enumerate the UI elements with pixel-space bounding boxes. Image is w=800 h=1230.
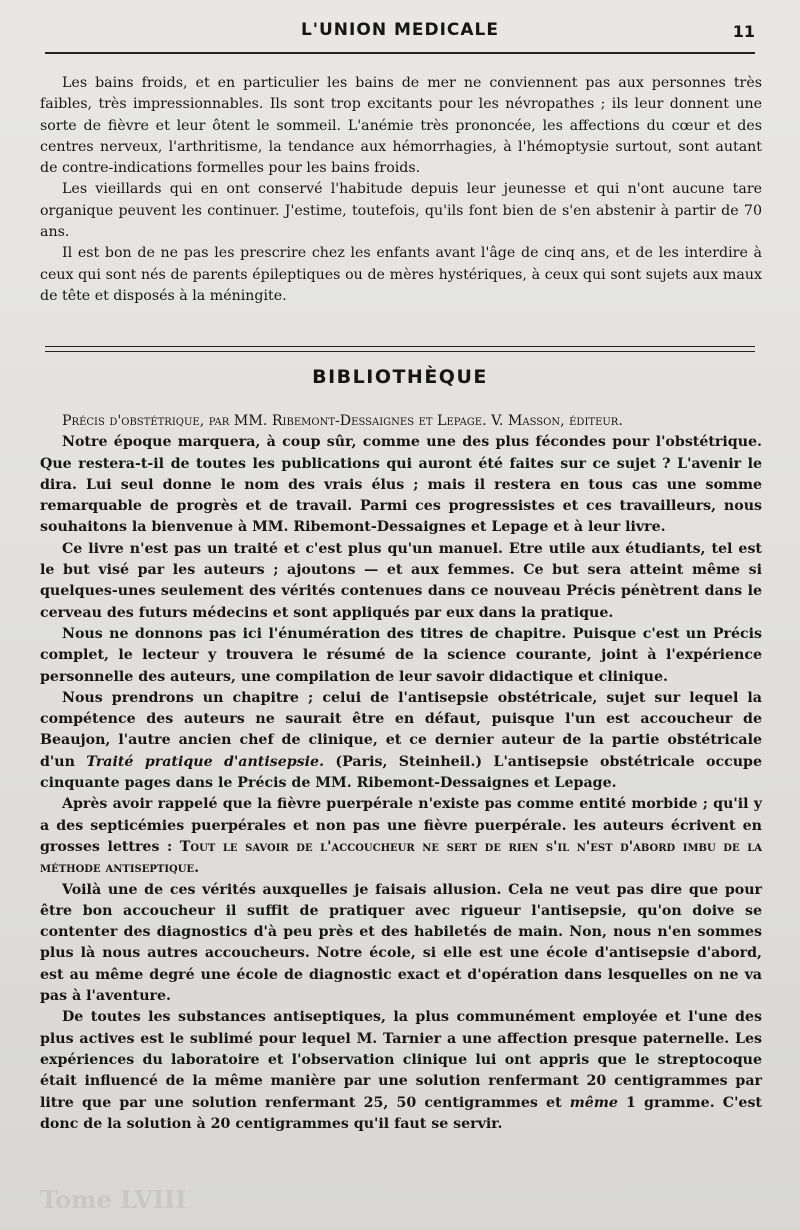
- text-run: Nous prendrons un chapitre ; celui de l'antisepsie obstétricale, sujet sur lequel la compétence des auteurs ne saurait être en défaut, puisque l'un est accoucheur de Beaujon, l'autre ancien chef de clinique, et ce dernier auteur de la partie obstétricale d'un: [40, 689, 762, 770]
- text-run: De toutes les substances antiseptiques, la plus communément employée et l'une des plus actives est le sublimé pour lequel M. Tarnier a une affection presque paternelle. Les expériences du laboratoire et l'observation clinique lui ont appris que le streptocoque était influencé de la même manière par une solution renfermant 20 centigrammes par litre que par une solution renfermant 25, 50 centigrammes et: [40, 1009, 762, 1111]
- paragraph: Notre époque marquera, à coup sûr, comme une des plus fécondes pour l'obstétrique. Que restera-t-il de toutes les publications qui auront été faites sur ce sujet ? L'avenir le dira. Lui seul donne le nom des vrais élus ; mais il restera en tous cas une somme remarquable de progrès et de travail. Parmi ces progressistes et ces travailleurs, nous souhaitons la bienvenue à MM. Ribemont-Dessaignes et Lepage et à leur livre.: [40, 434, 762, 536]
- paragraph: Voilà une de ces vérités auxquelles je faisais allusion. Cela ne veut pas dire que pour être bon accoucheur il suffit de pratiquer avec rigueur l'antisepsie, qu'on doive se contenter des diagnostics d'à peu près et des habiletés de main. Non, nous n'en sommes plus là nous autres accoucheurs. Notre école, si elle est une école d'antisepsie d'abord, est au même degré une école de diagnostic exact et d'opération dans lesquelles on ne va pas à l'aventure.: [40, 881, 762, 1005]
- book-citation: Précis d'obstétrique, par MM. Ribemont-Dessaignes et Lepage. V. Masson, éditeur.: [62, 413, 623, 429]
- paragraph: [40, 1007, 762, 1135]
- section-divider: [45, 346, 755, 352]
- paragraph: Nous ne donnons pas ici l'énumération des titres de chapitre. Puisque c'est un Précis complet, le lecteur y trouvera le résumé de la science courante, joint à l'expérience personnelle des auteurs, une compilation de leur savoir didactique et clinique.: [40, 625, 762, 685]
- paragraph: [40, 794, 762, 879]
- page-header: [45, 18, 755, 48]
- page-number: 11: [732, 22, 755, 41]
- emphasized-quote: Tout le savoir de l'accoucheur ne sert de rien s'il n'est d'abord imbu de la méthode antiseptique.: [40, 838, 762, 877]
- paragraph: Les vieillards qui en ont conservé l'habitude depuis leur jeunesse et qui n'ont aucune tare organique peuvent les continuer. J'estime, toutefois, qu'ils font bien de s'en abstenir à partir de 70 ans.: [40, 181, 762, 241]
- emphasis: même: [569, 1094, 618, 1111]
- paragraph: [40, 688, 762, 794]
- text-run: (Paris, Steinheil.) L'antisepsie obstétricale occupe cinquante pages dans le Précis de MM. Ribemont-Dessaignes et Lepage.: [40, 753, 762, 792]
- hygiene-article-end: [40, 73, 762, 307]
- paragraph: Il est bon de ne pas les prescrire chez les enfants avant l'âge de cinq ans, et de les interdire à ceux qui sont nés de parents épileptiques ou de mères hystériques, à ceux qui sont sujets aux maux de tête et disposés à la méningite.: [40, 245, 762, 304]
- paragraph: Ce livre n'est pas un traité et c'est plus qu'un manuel. Etre utile aux étudiants, tel est le but visé par les auteurs ; ajoutons — et aux femmes. Ce but sera atteint même si quelques-unes seulement des vérités contenues dans ce nouveau Précis pénètrent dans le cerveau des futurs médecins et sont appliqués par eux dans la pratique.: [40, 540, 762, 621]
- header-rule: [45, 52, 755, 54]
- bleed-through-text: Tome LVIII: [40, 1185, 187, 1214]
- text-run: 1 gramme. C'est donc de la solution à 20 centigrammes qu'il faut se servir.: [40, 1094, 762, 1132]
- text-run: Après avoir rappelé que la fièvre puerpérale n'existe pas comme entité morbide ; qu'il y a des septicémies puerpérales et non pas une fièvre puerpérale. les auteurs écrivent en grosses lettres :: [40, 796, 762, 855]
- running-title: L'UNION MEDICALE: [300, 20, 500, 40]
- book-review: [40, 411, 762, 1135]
- section-heading: BIBLIOTHÈQUE: [312, 366, 488, 388]
- paragraph: Les bains froids, et en particulier les bains de mer ne conviennent pas aux personnes très faibles, très impressionnables. Ils sont trop excitants pour les névropathes ; ils leur donnent une sorte de fièvre et leur ôtent le sommeil. L'anémie très prononcée, les affections du cœur et des centres nerveux, l'arthritisme, la tendance aux hémorrhagies, à l'hémoptysie surtout, sont autant de contre-indications formelles pour les bains froids.: [40, 75, 762, 177]
- book-title: Traité pratique d'antisepsie.: [86, 753, 325, 770]
